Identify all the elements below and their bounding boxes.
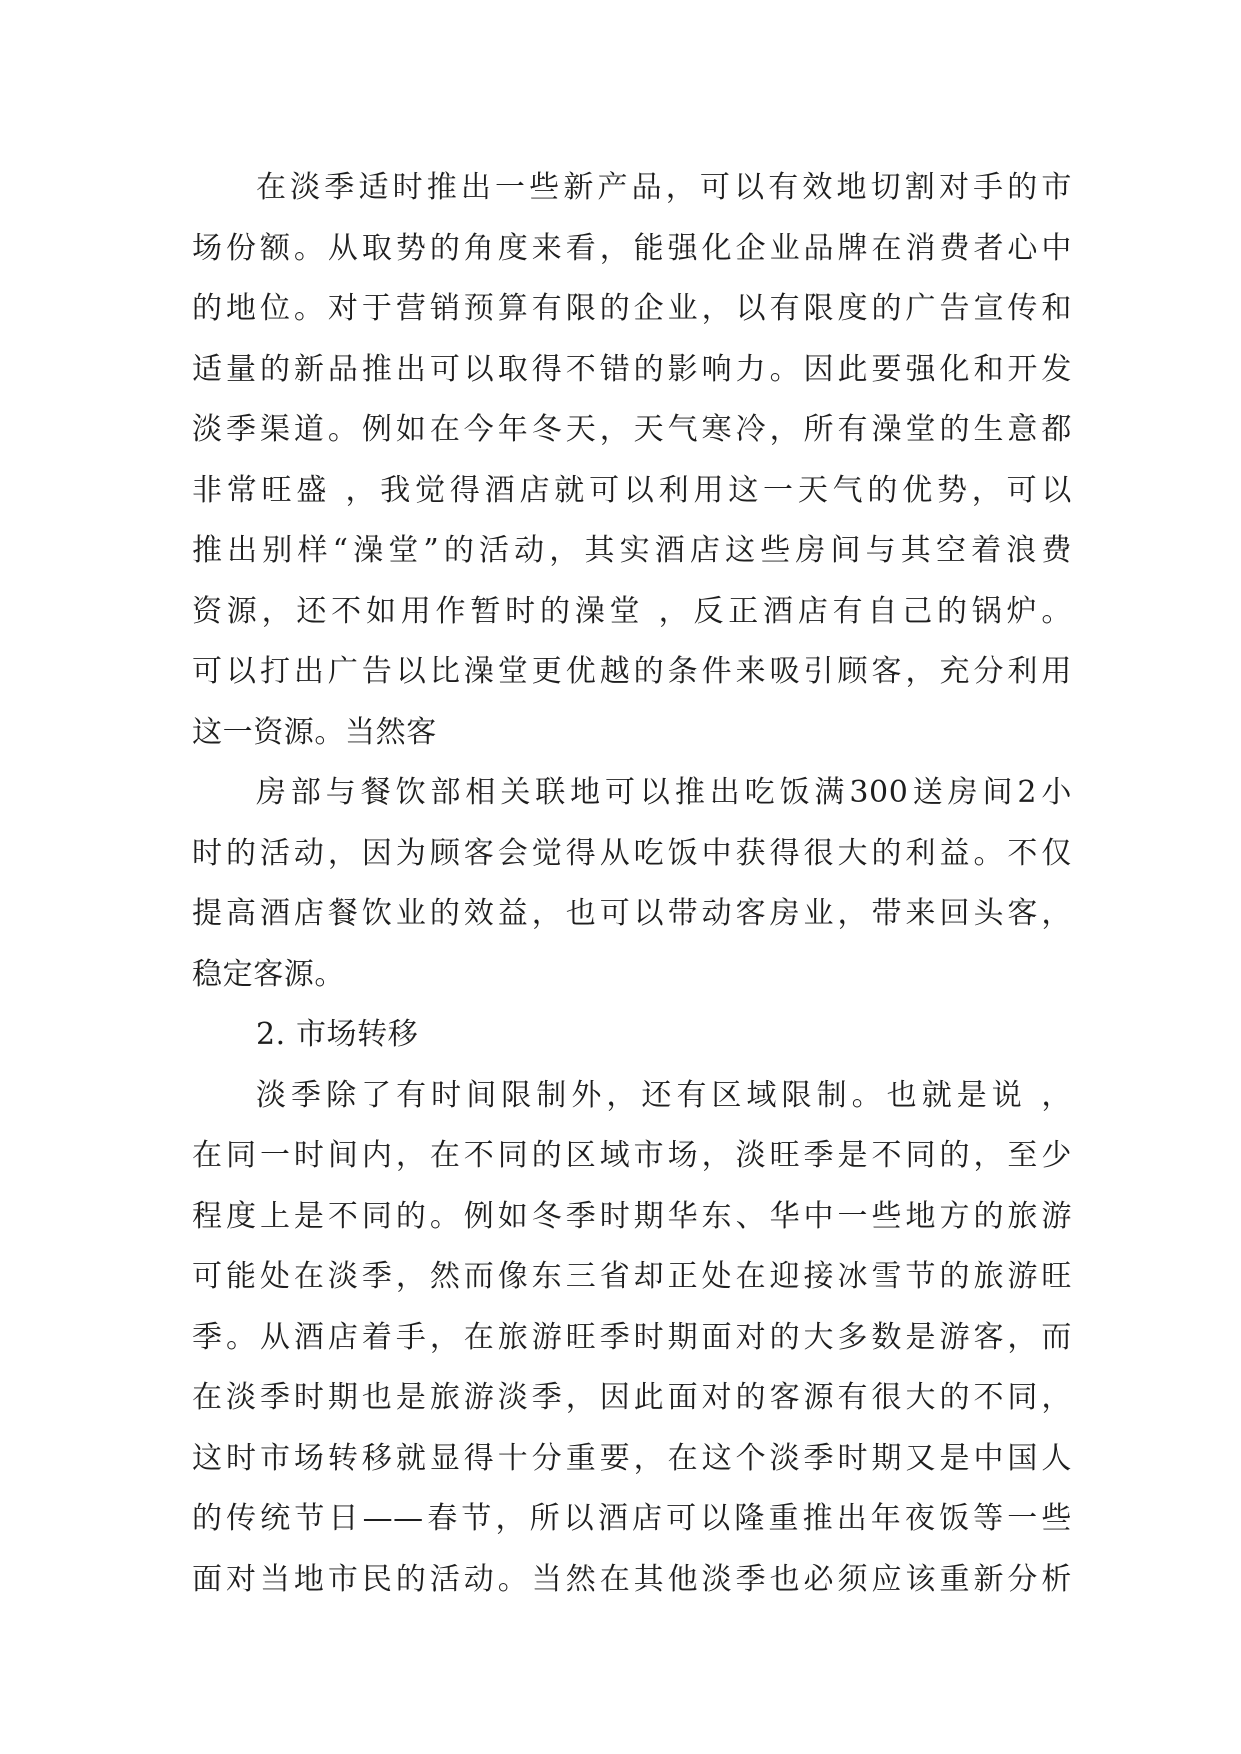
- paragraph-line: 房部与餐饮部相关联地可以推出吃饭满300送房间2小: [256, 775, 1072, 810]
- paragraph-line: 季。从酒店着手，在旅游旺季时期面对的大多数是游客，而: [192, 1319, 1072, 1355]
- paragraph-line: 时的活动，因为顾客会觉得从吃饭中获得很大的利益。不仅: [192, 835, 1072, 871]
- paragraph-line: 资源，还不如用作暂时的澡堂 ，反正酒店有自己的锅炉。: [192, 593, 1072, 629]
- paragraph-line: 在同一时间内，在不同的区域市场，淡旺季是不同的，至少: [192, 1138, 1072, 1173]
- paragraph-line: 这时市场转移就显得十分重要，在这个淡季时期又是中国人: [192, 1440, 1072, 1476]
- paragraph-line: 在淡季适时推出一些新产品，可以有效地切割对手的市: [256, 170, 1072, 205]
- paragraph-line: 的传统节日——春节，所以酒店可以隆重推出年夜饭等一些: [192, 1501, 1072, 1536]
- paragraph-line: 淡季除了有时间限制外，还有区域限制。也就是说 ，: [256, 1077, 1072, 1113]
- paragraph-line: 程度上是不同的。例如冬季时期华东、华中一些地方的旅游: [192, 1198, 1072, 1234]
- paragraph-line: 提高酒店餐饮业的效益，也可以带动客房业，带来回头客，: [192, 896, 1072, 931]
- paragraph-line: 可能处在淡季，然而像东三省却正处在迎接冰雪节的旅游旺: [192, 1259, 1072, 1294]
- paragraph-line: 非常旺盛 ，我觉得酒店就可以利用这一天气的优势，可以: [192, 472, 1072, 508]
- body-text: [192, 158, 1072, 1610]
- paragraph-line: 场份额。从取势的角度来看，能强化企业品牌在消费者心中: [192, 230, 1072, 266]
- paragraph-line: 在淡季时期也是旅游淡季，因此面对的客源有很大的不同，: [192, 1380, 1072, 1415]
- paragraph-line: 推出别样“澡堂”的活动，其实酒店这些房间与其空着浪费: [192, 533, 1072, 568]
- paragraph-line: 适量的新品推出可以取得不错的影响力。因此要强化和开发: [192, 351, 1072, 387]
- paragraph-line: 的地位。对于营销预算有限的企业，以有限度的广告宣传和: [192, 291, 1072, 326]
- paragraph-line: 这一资源。当然客: [192, 714, 437, 750]
- section-heading: 2. 市场转移: [256, 1017, 419, 1052]
- paragraph-line: 淡季渠道。例如在今年冬天，天气寒冷，所有澡堂的生意都: [192, 412, 1072, 447]
- paragraph-line: 稳定客源。: [192, 956, 345, 992]
- paragraph-line: 面对当地市民的活动。当然在其他淡季也必须应该重新分析: [192, 1561, 1072, 1597]
- paragraph-line: 可以打出广告以比澡堂更优越的条件来吸引顾客，充分利用: [192, 654, 1072, 689]
